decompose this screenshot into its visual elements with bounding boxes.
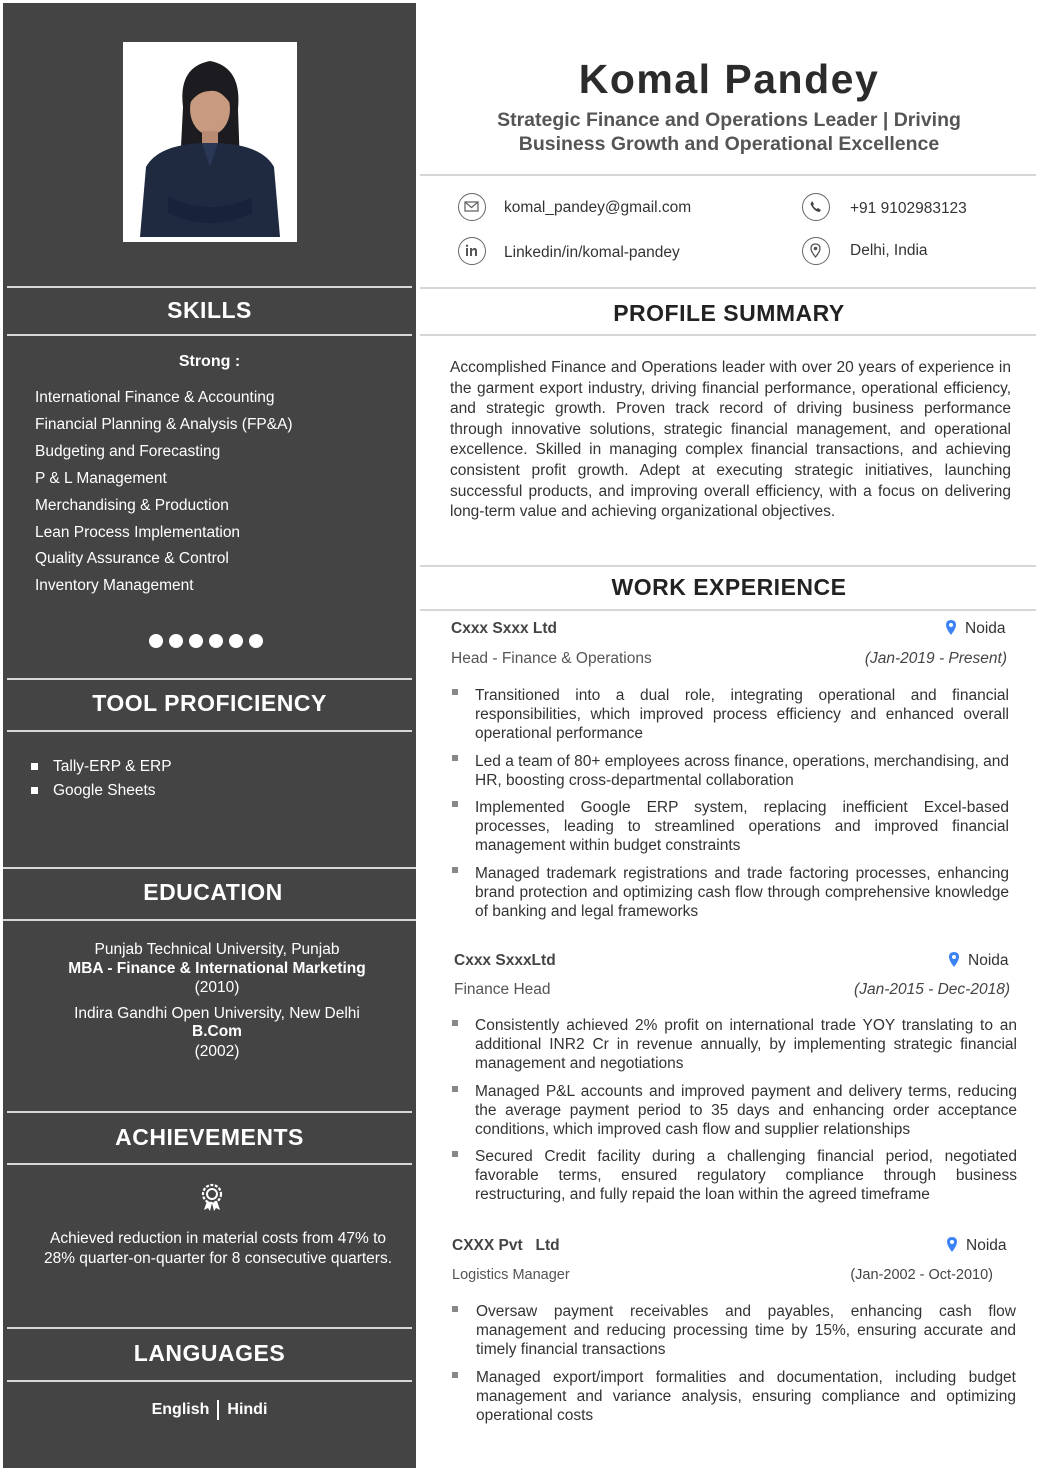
job-location [968, 952, 1009, 970]
email-link[interactable]: komal_pandey@gmail.com [504, 199, 692, 216]
skill-item: Merchandising & Production [35, 497, 229, 514]
job-role: Head - Finance & Operations [451, 650, 652, 667]
languages-list [3, 1400, 416, 1420]
skills-subheading: Strong : [178, 353, 241, 370]
bullet-icon [31, 763, 38, 770]
job-location-text: Noida [968, 952, 1009, 969]
rating-dot [189, 634, 203, 648]
job-dates: (Jan-2019 - Present) [864, 650, 1007, 667]
divider [7, 1327, 412, 1329]
job-company: Cxxx SxxxLtd [454, 952, 556, 969]
job-bullet: Managed export/import formalities and documentation, including budget management and variance analysis, ensuring compliance and optimizing operational costs [476, 1369, 1016, 1424]
sidebar [3, 3, 416, 1468]
bullet-icon [452, 1086, 458, 1092]
job-bullet: Consistently achieved 2% profit on international trade YOY translating to an additional INR2 Cr in revenue annually, by implementing strategic financial management and negotiations [475, 1017, 1017, 1072]
bullet-icon [452, 1372, 458, 1378]
job-company: Cxxx Sxxx Ltd [451, 620, 557, 637]
map-pin-icon [945, 620, 957, 641]
job-dates: (Jan-2002 - Oct-2010) [850, 1267, 993, 1283]
job-company: CXXX Pvt Ltd [452, 1237, 560, 1254]
tool-item: Tally-ERP & ERP [53, 758, 172, 775]
divider [420, 565, 1036, 567]
linkedin-icon [458, 237, 486, 265]
skill-item: Financial Planning & Analysis (FP&A) [35, 416, 293, 433]
education-school: Indira Gandhi Open University, New Delhi [74, 1005, 360, 1022]
divider [420, 334, 1036, 336]
linkedin-link[interactable]: Linkedin/in/komal-pandey [504, 244, 680, 261]
job-bullet: Implemented Google ERP system, replacing inefficient Excel-based processes, leading to streamlined operations and improved financial management within budget constraints [475, 799, 1009, 854]
bullet-icon [452, 867, 458, 873]
education-heading: EDUCATION [143, 879, 283, 905]
divider [3, 867, 416, 869]
bullet-icon [452, 755, 458, 761]
language-item: English [151, 1401, 210, 1419]
profile-photo [123, 42, 297, 242]
tool-item: Google Sheets [53, 782, 156, 799]
divider [7, 1111, 412, 1113]
job-location-text: Noida [966, 1237, 1007, 1254]
education-year: (2010) [194, 979, 240, 996]
skill-item: International Finance & Accounting [35, 389, 275, 406]
bullet-icon [452, 1306, 458, 1312]
job-bullet: Managed P&L accounts and improved payment and delivery terms, reducing the average payment period to 35 days and enhancing order acceptance conditions, which improved cash flow and supplier relationships [475, 1083, 1017, 1138]
map-pin-icon [948, 952, 960, 973]
rating-dot [229, 634, 243, 648]
bullet-icon [452, 801, 458, 807]
skill-item: P & L Management [35, 470, 167, 487]
job-bullet: Led a team of 80+ employees across finance, operations, merchandising, and HR, boosting cross-departmental collaboration [475, 753, 1009, 789]
divider [7, 286, 412, 288]
divider [420, 287, 1036, 289]
job-role: Logistics Manager [452, 1267, 570, 1283]
candidate-name: Komal Pandey [578, 56, 880, 102]
rating-dot [249, 634, 263, 648]
bullet-icon [452, 689, 458, 695]
education-year: (2002) [194, 1043, 240, 1060]
bullet-icon [31, 787, 38, 794]
skill-item: Inventory Management [35, 577, 194, 594]
rating-dot [149, 634, 163, 648]
achievement-text: Achieved reduction in material costs from 47% to 28% quarter-on-quarter for 8 consecutive quarters. [43, 1230, 393, 1267]
bullet-icon [452, 1151, 458, 1157]
job-location-text: Noida [965, 620, 1006, 637]
skill-item: Lean Process Implementation [35, 524, 241, 541]
skill-rating-dots [149, 634, 263, 648]
profile-summary-heading: PROFILE SUMMARY [613, 300, 845, 326]
achievements-heading: ACHIEVEMENTS [115, 1124, 304, 1150]
education-degree: B.Com [192, 1023, 242, 1040]
divider [3, 919, 416, 921]
job-bullet: Managed trademark registrations and trade factoring processes, enhancing brand protection and optimizing cash flow through comprehensive knowledge of banking and legal frameworks [475, 865, 1009, 920]
education-school: Punjab Technical University, Punjab [94, 941, 340, 958]
skill-item: Quality Assurance & Control [35, 550, 229, 567]
profile-summary-text: Accomplished Finance and Operations leader with over 20 years of experience in the garment export industry, driving financial performance, operational efficiency, and strategic growth. Proven track record of driving business performance through innovative solutions, strategic financial management, and operational excellence. Skilled in managing complex financial transactions, and achieving consistent profit growth. Adept at executing strategic initiatives, launching successful products, and improving overall efficiency, with a focus on delivering long-term value and achieving organizational objectives. [450, 359, 1011, 521]
divider [420, 174, 1036, 176]
location-text: Delhi, India [850, 242, 928, 259]
job-location [966, 1237, 1007, 1255]
job-bullet: Secured Credit facility during a challenging financial period, negotiated favorable terms, ensured regulatory compliance through business restructuring, and fully repaid the loan within the agreed timeframe [475, 1148, 1017, 1203]
tagline-line1: Strategic Finance and Operations Leader | Driving [497, 109, 961, 131]
divider [7, 1380, 412, 1382]
job-dates: (Jan-2015 - Dec-2018) [854, 981, 1010, 998]
bullet-icon [452, 1020, 458, 1026]
phone-icon [802, 193, 830, 221]
map-pin-icon [946, 1237, 958, 1258]
job-bullet: Oversaw payment receivables and payables, enhancing cash flow management and reducing processing time by 15%, ensuring accurate and timely financial transactions [476, 1303, 1016, 1358]
education-degree: MBA - Finance & International Marketing [68, 960, 366, 977]
skill-item: Budgeting and Forecasting [35, 443, 221, 460]
award-icon [199, 1183, 225, 1216]
divider [7, 334, 412, 336]
rating-dot [209, 634, 223, 648]
rating-dot [169, 634, 183, 648]
job-bullet: Transitioned into a dual role, integrating operational and financial responsibilities, which improved process efficiency and enhanced overall operational performance [475, 687, 1009, 742]
divider [7, 678, 412, 680]
job-location [965, 620, 1006, 638]
divider [420, 609, 1036, 611]
work-experience-heading: WORK EXPERIENCE [611, 574, 847, 600]
tools-heading: TOOL PROFICIENCY [92, 690, 327, 716]
job-role: Finance Head [454, 981, 551, 998]
language-item: Hindi [227, 1401, 268, 1419]
divider [7, 730, 412, 732]
skills-heading: SKILLS [167, 297, 252, 323]
separator [217, 1400, 219, 1420]
divider [7, 1163, 412, 1165]
email-icon [458, 193, 486, 221]
phone-number[interactable]: +91 9102983123 [850, 200, 967, 217]
languages-heading: LANGUAGES [133, 1340, 286, 1366]
tagline-line2: Business Growth and Operational Excellence [518, 133, 940, 155]
location-icon [802, 237, 830, 265]
